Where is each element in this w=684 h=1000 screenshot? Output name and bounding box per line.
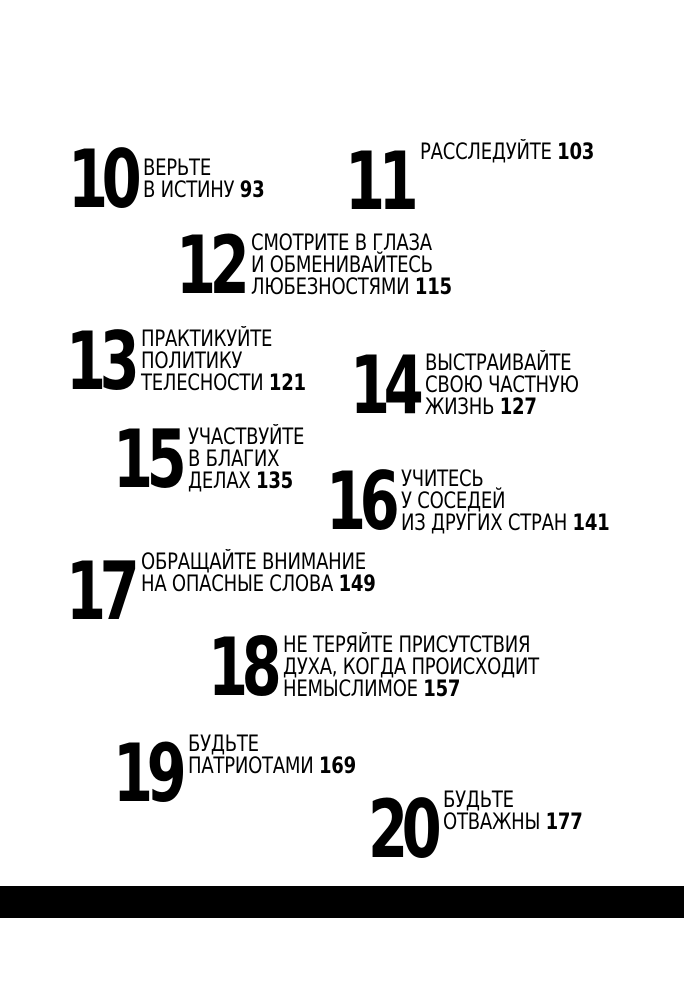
footer-bar [0,886,684,918]
chapter-title [425,353,579,419]
chapter-title-line: В ИСТИНУ [143,178,235,203]
chapter-number: 17 [66,545,134,638]
chapter-title-line: ТЕЛЕСНОСТИ [141,371,264,396]
toc-entry-17[interactable] [66,545,427,638]
chapter-title-line: ПОЛИТИКУ [141,349,243,374]
chapter-number: 20 [368,783,436,876]
toc-entry-15[interactable] [113,413,330,506]
chapter-title-line: БУДЬТЕ [188,732,260,757]
chapter-number: 11 [345,135,413,228]
page-number: 135 [256,469,294,494]
chapter-title-line: УЧАСТВУЙТЕ [188,425,305,450]
chapter-title-line: ДУХА, КОГДА ПРОИСХОДИТ [283,655,540,680]
chapter-title [251,233,452,299]
chapter-title [143,158,264,202]
chapter-number: 13 [66,315,134,408]
chapter-number: 12 [176,219,244,312]
chapter-number: 18 [208,621,276,714]
toc-entry-11[interactable] [345,135,633,228]
chapter-title-line: ПРАКТИКУЙТЕ [141,327,273,352]
chapter-title [188,427,304,493]
page-number: 127 [500,395,537,420]
chapter-title-line: ИЗ ДРУГИХ СТРАН [401,511,568,536]
chapter-title [141,329,306,395]
chapter-title-line: ОТВАЖНЫ [443,810,541,835]
chapter-title [443,790,583,834]
chapter-title [283,635,539,701]
chapter-title-line: И ОБМЕНИВАЙТЕСЬ [251,253,434,278]
chapter-title-line: ЛЮБЕЗНОСТЯМИ [251,275,410,300]
chapter-title [420,142,594,164]
page-number: 169 [319,754,357,779]
chapter-number: 15 [113,413,181,506]
page-number: 177 [545,810,583,835]
chapter-title-line: ВЕРЬТЕ [143,156,212,181]
chapter-number: 10 [68,133,136,226]
page-number: 121 [269,371,307,396]
toc-entry-20[interactable] [368,783,614,876]
page-number: 157 [423,677,461,702]
chapter-title-line: УЧИТЕСЬ [401,467,484,492]
chapter-title-line: ДЕЛАХ [188,469,251,494]
chapter-title-line: НА ОПАСНЫЕ СЛОВА [141,572,334,597]
page-number: 115 [415,275,453,300]
toc-entry-12[interactable] [176,219,496,312]
chapter-number: 19 [113,727,181,820]
toc-entry-16[interactable] [326,455,656,548]
page-number: 93 [240,178,265,203]
chapter-title-line: РАССЛЕДУЙТЕ [420,140,553,165]
chapter-title-line: СМОТРИТЕ В ГЛАЗА [251,231,433,256]
page-number: 141 [572,511,610,536]
chapter-title-line: НЕ ТЕРЯЙТЕ ПРИСУТСТВИЯ [283,633,531,658]
chapter-title [188,734,356,778]
toc-entry-10[interactable] [68,133,291,226]
toc-entry-13[interactable] [66,315,342,408]
chapter-title-line: В БЛАГИХ [188,447,280,472]
page-number: 149 [338,572,376,597]
chapter-title-line: ОБРАЩАЙТЕ ВНИМАНИЕ [141,550,367,575]
toc-entry-19[interactable] [113,727,393,820]
toc-entry-14[interactable] [350,339,613,432]
chapter-title [401,469,609,535]
chapter-title-line: БУДЬТЕ [443,788,515,813]
chapter-number: 14 [350,339,418,432]
chapter-title-line: СВОЮ ЧАСТНУЮ [425,373,580,398]
chapter-title-line: У СОСЕДЕЙ [401,489,506,514]
toc-entry-18[interactable] [208,621,595,714]
chapter-title-line: ЖИЗНЬ [425,395,495,420]
page-number: 103 [557,140,595,165]
chapter-title-line: ВЫСТРАИВАЙТЕ [425,351,572,376]
chapter-title-line: НЕМЫСЛИМОЕ [283,677,419,702]
chapter-number: 16 [326,455,394,548]
chapter-title-line: ПАТРИОТАМИ [188,754,314,779]
chapter-title [141,552,376,596]
